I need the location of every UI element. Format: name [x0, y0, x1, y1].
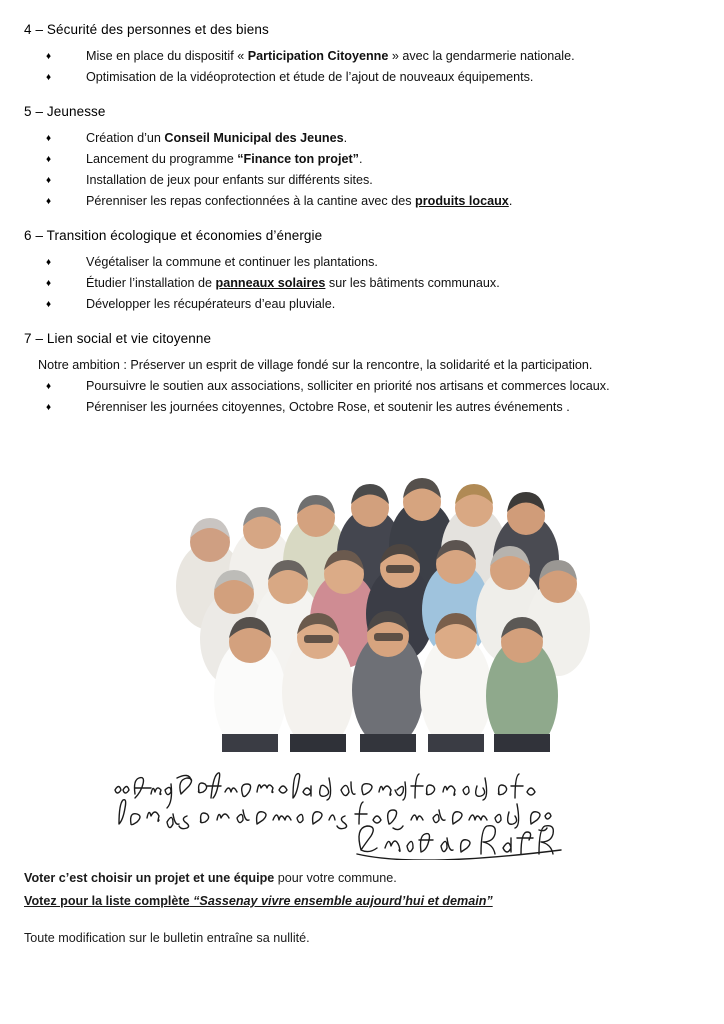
section-heading: 6 – Transition écologique et économies d’énergie [24, 228, 323, 243]
section-lien-social [24, 331, 690, 418]
group-photo-illustration [122, 434, 592, 764]
emphasis-produits-locaux: produits locaux [415, 194, 509, 208]
list-item: ♦ Poursuivre le soutien aux associations, solliciter en priorité nos artisans et commerces locaux. [24, 376, 690, 397]
list-item: ♦ Création d’un Conseil Municipal des Jeunes. [24, 128, 690, 149]
closing-line-1 [24, 868, 690, 889]
list-item: ♦ Installation de jeux pour enfants sur différents sites. [24, 170, 690, 191]
closing-line-2 [24, 891, 690, 912]
closing-block [0, 860, 724, 949]
list-item: ♦ Pérenniser les repas confectionnées à la cantine avec des produits locaux. [24, 191, 690, 212]
list-item: ♦ Mise en place du dispositif « Participation Citoyenne » avec la gendarmerie nationale. [24, 46, 690, 67]
list-item: ♦ Végétaliser la commune et continuer les plantations. [24, 252, 690, 273]
emphasis-finance-ton-projet: “Finance ton projet” [237, 152, 359, 166]
emphasis-conseil-municipal-jeunes: Conseil Municipal des Jeunes [164, 131, 344, 145]
closing-line-2-bold: Votez pour la liste complète [24, 894, 190, 908]
list-item: ♦ Développer les récupérateurs d’eau pluviale. [24, 294, 690, 315]
closing-line-1-rest: pour votre commune. [274, 871, 397, 885]
section-intro: Notre ambition : Préserver un esprit de village fondé sur la rencontre, la solidarité et la participation. [38, 358, 593, 372]
section-heading: 7 – Lien social et vie citoyenne [24, 331, 212, 346]
emphasis-panneaux-solaires: panneaux solaires [215, 276, 326, 290]
closing-line-2-italic: “Sassenay vivre ensemble aujourd’hui et demain” [189, 894, 493, 908]
section-heading: 5 – Jeunesse [24, 104, 106, 119]
closing-line-1-bold: Voter c’est choisir un projet et une équipe [24, 871, 275, 885]
list-item: ♦ Étudier l’installation de panneaux solaires sur les bâtiments communaux. [24, 273, 690, 294]
list-item: ♦ Lancement du programme “Finance ton projet”. [24, 149, 690, 170]
bullet-list [24, 46, 690, 88]
list-item: ♦ Optimisation de la vidéoprotection et étude de l’ajout de nouveaux équipements. [24, 67, 690, 88]
bullet-list [24, 252, 690, 315]
section-jeunesse [24, 104, 690, 212]
emphasis-participation-citoyenne: Participation Citoyenne [247, 49, 389, 63]
group-photo [122, 434, 592, 764]
bullet-list [24, 376, 690, 418]
section-securite [24, 22, 690, 88]
closing-line-3: Toute modification sur le bulletin entraîne sa nullité. [24, 931, 310, 945]
section-heading: 4 – Sécurité des personnes et des biens [24, 22, 269, 37]
section-transition-ecologique [24, 228, 690, 315]
handwriting-illustration [107, 768, 607, 860]
signature-container [24, 768, 690, 860]
bullet-list [24, 128, 690, 212]
handwritten-quote [107, 768, 607, 860]
photo-container [24, 434, 690, 764]
list-item: ♦ Pérenniser les journées citoyennes, Octobre Rose, et soutenir les autres événements . [24, 397, 690, 418]
